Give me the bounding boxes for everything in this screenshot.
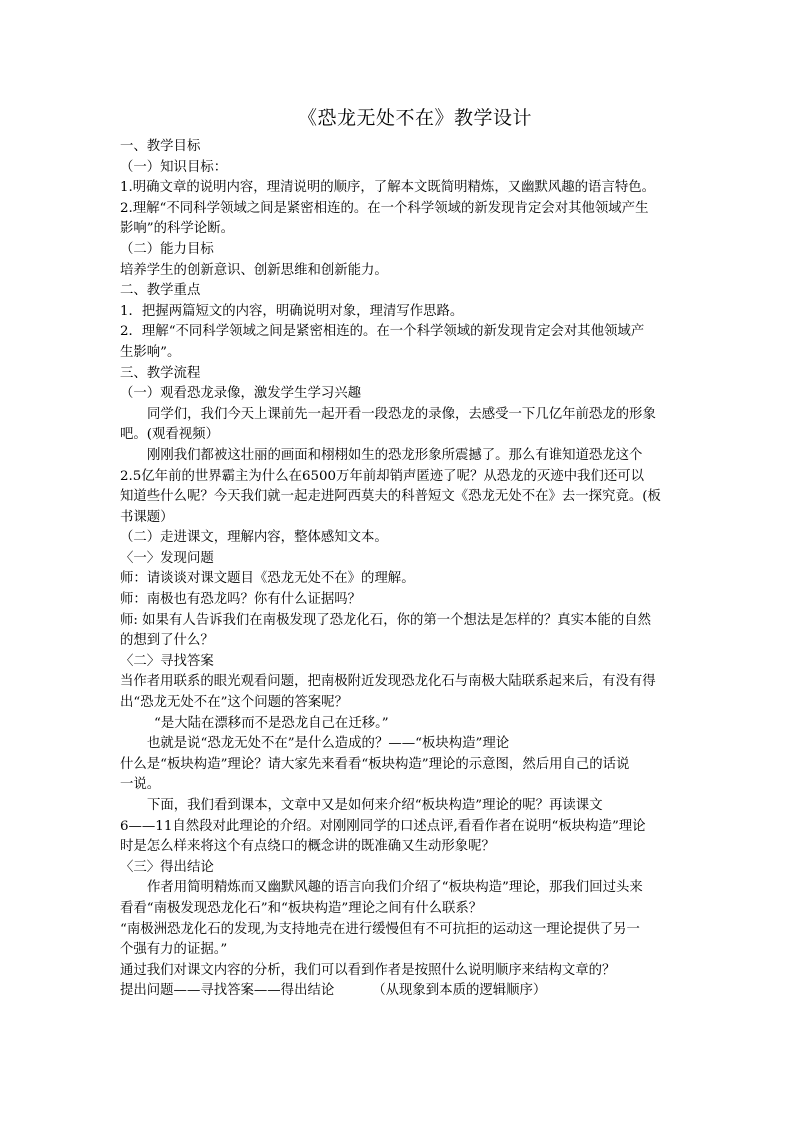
text-line: 〈三〉得出结论	[120, 859, 214, 875]
text-line: 同学们，我们今天上课前先一起开看一段恐龙的录像，去感受一下几亿年前恐龙的形象	[147, 406, 656, 422]
text-line: 1．把握两篇短文的内容，明确说明对象，理清写作思路。	[120, 303, 464, 319]
text-line: 作者用简明精炼而又幽默风趣的语言向我们介绍了“板块构造”理论，那我们回过头来	[147, 880, 643, 896]
text-line: “是大陆在漂移而不是恐龙自己在迁移。”	[154, 715, 389, 731]
text-line: 什么是“板块构造”理论？请大家先来看看“板块构造”理论的示意图，然后用自己的话说	[120, 756, 630, 772]
text-line: 〈一〉发现问题	[120, 550, 214, 566]
text-line: 吧。(观看视频）	[120, 427, 219, 443]
text-line: 的想到了什么？	[120, 633, 214, 649]
text-line: 师: 如果有人告诉我们在南极发现了恐龙化石，你的第一个想法是怎样的？真实本能的自然	[120, 612, 651, 628]
summary-note: （从现象到本质的逻辑顺序）	[372, 983, 547, 999]
text-line: 刚刚我们都被这壮丽的画面和栩栩如生的恐龙形象所震撼了。那么有谁知道恐龙这个	[147, 447, 643, 463]
document-body	[120, 137, 680, 981]
text-line: 6——11自然段对此理论的介绍。对刚刚同学的口述点评,看看作者在说明“板块构造”理论	[120, 818, 646, 834]
text-line: “南极洲恐龙化石的发现,为支持地壳在进行缓慢但有不可抗拒的运动这一理论提供了另一	[120, 921, 640, 937]
text-line: 下面，我们看到课本，文章中又是如何来介绍“板块构造”理论的呢？再读课文	[147, 798, 603, 813]
text-line: 出“恐龙无处不在”这个问题的答案呢？	[120, 695, 348, 711]
summary-line	[120, 981, 680, 1002]
text-line: 师：南极也有恐龙吗？你有什么证据吗？	[120, 592, 362, 608]
text-line: （一）观看恐龙录像，激发学生学习兴趣	[120, 386, 362, 402]
text-line: 当作者用联系的眼光观看问题，把南极附近发现恐龙化石与南极大陆联系起来后，有没有得	[120, 674, 656, 690]
text-line: 1.明确文章的说明内容，理清说明的顺序，了解本文既简明精炼，又幽默风趣的语言特色。	[120, 180, 656, 196]
text-line: 书课题）	[120, 509, 174, 525]
text-line: 知道些什么呢？今天我们就一起走进阿西莫夫的科普短文《恐龙无处不在》去一探究竟。(板	[120, 489, 661, 505]
text-line: 生影响”。	[120, 344, 181, 360]
text-line: 一、教学目标	[120, 139, 201, 154]
text-line: 师：请谈谈对课文题目《恐龙无处不在》的理解。	[120, 571, 415, 587]
document-page	[120, 104, 680, 1002]
summary-sequence: 提出问题——寻找答案——得出结论	[120, 983, 335, 999]
text-line: 培养学生的创新意识、创新思维和创新能力。	[120, 262, 388, 278]
text-line: 2．理解“不同科学领域之间是紧密相连的。在一个科学领域的新发现肯定会对其他领域产	[120, 324, 645, 340]
text-line: 时是怎么样来将这个有点绕口的概念讲的既准确又生动形象呢？	[120, 839, 495, 855]
text-line: 个强有力的证据。”	[120, 942, 228, 958]
text-line: 看看“南极发现恐龙化石”和“板块构造”理论之间有什么联系？	[120, 900, 483, 916]
text-line: 也就是说“恐龙无处不在”是什么造成的？——“板块构造”理论	[147, 736, 510, 752]
text-line: 影响”的科学论断。	[120, 221, 234, 237]
text-line: 2.5亿年前的世界霸主为什么在6500万年前却销声匿迹了呢？从恐龙的灭迹中我们还可以	[120, 468, 645, 484]
text-line: 二、教学重点	[120, 283, 201, 299]
text-line: （一）知识目标：	[120, 159, 228, 175]
text-line: （二）走进课文，理解内容，整体感知文本。	[120, 530, 388, 546]
document-title: 《恐龙无处不在》教学设计	[297, 107, 532, 129]
text-line: 〈二〉寻找答案	[120, 653, 214, 669]
text-line: 通过我们对课文内容的分析，我们可以看到作者是按照什么说明顺序来结构文章的？	[120, 962, 616, 978]
text-line: 一说。	[120, 777, 161, 793]
text-line: （二）能力目标	[120, 241, 214, 257]
text-line: 2.理解“不同科学领域之间是紧密相连的。在一个科学领域的新发现肯定会对其他领域产生	[120, 200, 649, 216]
text-line: 三、教学流程	[120, 365, 201, 381]
